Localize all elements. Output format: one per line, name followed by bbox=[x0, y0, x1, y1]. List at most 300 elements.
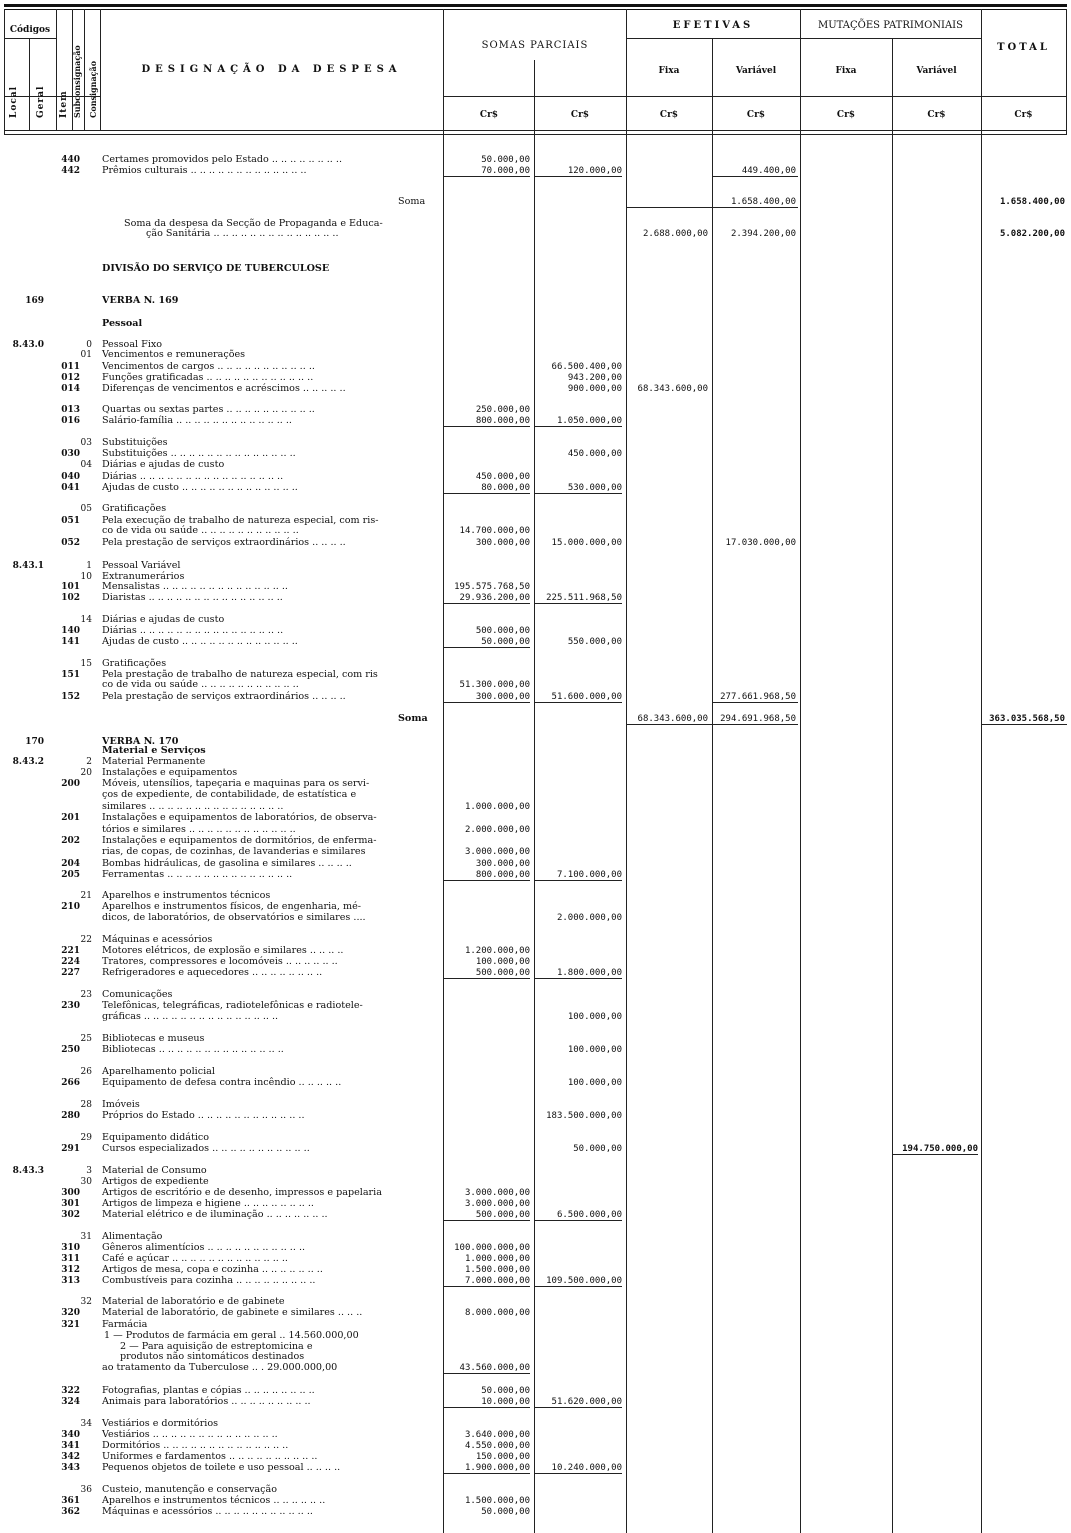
row-loc: 8.43.0 bbox=[12, 340, 44, 350]
row-desc: Fotografias, plantas e cópias .. .. .. .. .. .. .. .. bbox=[102, 1385, 315, 1396]
col-sep-mutacoes bbox=[800, 9, 801, 1533]
col-sep-mut-fixa bbox=[892, 38, 893, 1533]
row-desc: Máquinas e acessórios bbox=[102, 934, 213, 945]
row-desc: Refrigeradores e aquecedores .. .. .. .. .. .. .. .. bbox=[102, 967, 323, 978]
row-p1: 4.550.000,00 bbox=[464, 1441, 530, 1451]
row-code: 361 bbox=[61, 1496, 80, 1506]
row-sub: 05 bbox=[80, 504, 92, 514]
row-sub: 23 bbox=[80, 990, 92, 1000]
row-desc: Ferramentas .. .. .. .. .. .. .. .. .. .. .. .. .. .. bbox=[102, 869, 293, 880]
row-code: 322 bbox=[61, 1386, 80, 1396]
subhead-underline bbox=[444, 96, 1066, 97]
efetivas-header: EFETIVAS bbox=[672, 20, 754, 31]
subtotal-rule bbox=[534, 1473, 622, 1474]
row-desc: Certames promovidos pelo Estado .. .. .. .. .. .. .. .. bbox=[102, 154, 343, 165]
row-p1: 1.900.000,00 bbox=[464, 1463, 530, 1473]
subtotal-rule bbox=[444, 1220, 530, 1221]
row-desc: 2 — Para aquisição de estreptomicina e bbox=[120, 1341, 313, 1352]
subtotal-rule bbox=[444, 1286, 530, 1287]
row-desc: Artigos de mesa, copa e cozinha .. .. .. .. .. .. .. bbox=[102, 1264, 323, 1275]
row-desc: Café e açúcar .. .. .. .. .. .. .. .. .. .. .. .. .. bbox=[102, 1253, 288, 1264]
row-desc: Equipamento didático bbox=[102, 1132, 210, 1143]
row-desc: Artigos de escritório e de desenho, impressos e papelaria bbox=[102, 1187, 382, 1198]
row-p1: 3.000.000,00 bbox=[464, 1188, 530, 1198]
row-loc: 8.43.1 bbox=[12, 561, 44, 571]
row-sub: 04 bbox=[80, 460, 92, 470]
row-p2: 100.000,00 bbox=[567, 1012, 622, 1022]
row-sub: 22 bbox=[80, 935, 92, 945]
row-code: 204 bbox=[61, 859, 80, 869]
row-desc: VERBA N. 169 bbox=[102, 295, 179, 306]
row-ef: 68.343.600,00 bbox=[637, 384, 708, 394]
row-code: 151 bbox=[61, 670, 80, 680]
row-p2: 10.240.000,00 bbox=[551, 1463, 622, 1473]
row-desc: Motores elétricos, de explosão e similares .. .. .. .. bbox=[102, 945, 344, 956]
subtotal-rule bbox=[712, 702, 798, 703]
row-p1: 80.000,00 bbox=[481, 483, 530, 493]
row-p1: 100.000,00 bbox=[475, 957, 530, 967]
row-p2: 66.500.400,00 bbox=[551, 362, 622, 372]
row-sub: 21 bbox=[80, 891, 92, 901]
row-sub: 10 bbox=[80, 572, 92, 582]
col-sep-somas bbox=[534, 60, 535, 1533]
row-p1: 150.000,00 bbox=[475, 1452, 530, 1462]
row-p1: 43.560.000,00 bbox=[459, 1363, 530, 1373]
efetivas-fixa-header: Fixa bbox=[658, 66, 680, 76]
subtotal-rule bbox=[444, 647, 530, 648]
row-p1: 51.300.000,00 bbox=[459, 680, 530, 690]
row-code: 341 bbox=[61, 1441, 80, 1451]
row-desc: Vestiários .. .. .. .. .. .. .. .. .. .. .. .. .. .. bbox=[102, 1429, 278, 1440]
row-p2: 15.000.000,00 bbox=[551, 538, 622, 548]
row-desc: Mensalistas .. .. .. .. .. .. .. .. .. .. .. .. .. .. bbox=[102, 581, 288, 592]
row-p1: 500.000,00 bbox=[475, 1210, 530, 1220]
row-code: 102 bbox=[61, 593, 80, 603]
row-desc: Ajudas de custo .. .. .. .. .. .. .. .. .. .. .. .. .. bbox=[102, 636, 298, 647]
row-desc: Funções gratificadas .. .. .. .. .. .. .. .. .. .. .. .. bbox=[102, 372, 314, 383]
total-header: TOTAL bbox=[997, 42, 1050, 53]
subtotal-rule bbox=[534, 1220, 622, 1221]
row-code: 013 bbox=[61, 405, 80, 415]
row-p2: 100.000,00 bbox=[567, 1045, 622, 1055]
codigos-header: Códigos bbox=[9, 25, 51, 35]
row-desc: Soma bbox=[398, 196, 426, 207]
row-sub: 36 bbox=[80, 1485, 92, 1495]
subtotal-rule bbox=[444, 702, 530, 703]
row-desc: Uniformes e fardamentos .. .. .. .. .. .. .. .. .. .. bbox=[102, 1451, 318, 1462]
subtotal-rule bbox=[444, 880, 530, 881]
row-desc: tórios e similares .. .. .. .. .. .. .. .. .. .. .. .. bbox=[102, 824, 296, 835]
row-p2: 7.100.000,00 bbox=[556, 870, 622, 880]
row-p1: 500.000,00 bbox=[475, 626, 530, 636]
row-loc: 8.43.3 bbox=[12, 1166, 44, 1176]
row-p1: 100.000.000,00 bbox=[454, 1243, 530, 1253]
row-ev: 2.394.200,00 bbox=[730, 229, 796, 239]
row-p2: 50.000,00 bbox=[573, 1144, 622, 1154]
row-code: 200 bbox=[61, 779, 80, 789]
subtotal-rule bbox=[444, 978, 530, 979]
efetivas-variavel-header: Variável bbox=[735, 66, 777, 76]
row-code: 324 bbox=[61, 1397, 80, 1407]
row-code: 012 bbox=[61, 373, 80, 383]
geral-header: Geral bbox=[36, 85, 46, 118]
row-code: 321 bbox=[61, 1320, 80, 1330]
row-p1: 1.000.000,00 bbox=[464, 802, 530, 812]
row-ev: 294.691.968,50 bbox=[720, 714, 796, 724]
row-p2: 2.000.000,00 bbox=[556, 913, 622, 923]
row-desc: ao tratamento da Tuberculose .. . 29.000.000,00 bbox=[102, 1362, 338, 1373]
row-desc: Artigos de limpeza e higiene .. .. .. .. .. .. .. .. bbox=[102, 1198, 314, 1209]
mutacoes-variavel-header: Variável bbox=[916, 66, 957, 76]
row-desc: produtos não sintomáticos destinados bbox=[120, 1351, 305, 1362]
row-code: 362 bbox=[61, 1507, 80, 1517]
row-p1: 3.000.000,00 bbox=[464, 1199, 530, 1209]
row-p1: 195.575.768,50 bbox=[454, 582, 530, 592]
row-desc: Bombas hidráulicas, de gasolina e similares .. .. .. .. bbox=[102, 858, 352, 869]
row-sub: 34 bbox=[80, 1419, 92, 1429]
row-desc: Material de Consumo bbox=[102, 1165, 207, 1176]
subtotal-rule bbox=[444, 603, 530, 604]
row-desc: Vestiários e dormitórios bbox=[102, 1418, 219, 1429]
row-desc: Pequenos objetos de toilete e uso pessoal .. .. .. .. bbox=[102, 1462, 341, 1473]
row-desc: Pela prestação de serviços extraordinários .. .. .. .. bbox=[102, 537, 346, 548]
row-p2: 900.000,00 bbox=[567, 384, 622, 394]
row-desc: Extranumerários bbox=[102, 571, 185, 582]
row-tot: 5.082.200,00 bbox=[999, 229, 1065, 239]
row-code: 041 bbox=[61, 483, 80, 493]
row-p1: 500.000,00 bbox=[475, 968, 530, 978]
subtotal-rule bbox=[712, 724, 798, 725]
row-desc: Ajudas de custo .. .. .. .. .. .. .. .. .. .. .. .. .. bbox=[102, 482, 298, 493]
row-desc: Vencimentos e remunerações bbox=[102, 349, 246, 360]
row-ef: 68.343.600,00 bbox=[637, 714, 708, 724]
row-desc: dicos, de laboratórios, de observatórios e similares .... bbox=[102, 912, 366, 923]
group-underline bbox=[626, 38, 981, 39]
subtotal-rule bbox=[444, 1407, 530, 1408]
row-desc: Vencimentos de cargos .. .. .. .. .. .. .. .. .. .. .. bbox=[102, 361, 315, 372]
row-desc: Pela prestação de trabalho de natureza especial, com ris bbox=[102, 669, 378, 680]
row-code: 291 bbox=[61, 1144, 80, 1154]
row-p1: 300.000,00 bbox=[475, 692, 530, 702]
subtotal-rule bbox=[444, 493, 530, 494]
row-code: 280 bbox=[61, 1111, 80, 1121]
row-desc: Imóveis bbox=[102, 1099, 140, 1110]
row-p2: 183.500.000,00 bbox=[546, 1111, 622, 1121]
consignacao-header: Consignação bbox=[88, 60, 98, 118]
row-desc: 1 — Produtos de farmácia em geral .. 14.560.000,00 bbox=[104, 1330, 359, 1341]
row-desc: Alimentação bbox=[102, 1231, 163, 1242]
row-desc: Pessoal Variável bbox=[102, 560, 181, 571]
row-code: 152 bbox=[61, 692, 80, 702]
row-desc: VERBA N. 170 bbox=[102, 736, 179, 747]
col-sep-right bbox=[1066, 9, 1067, 134]
row-code: 040 bbox=[61, 472, 80, 482]
codigos-underline bbox=[4, 38, 56, 39]
row-sub: 26 bbox=[80, 1067, 92, 1077]
row-desc: Diárias .. .. .. .. .. .. .. .. .. .. .. .. .. .. .. .. bbox=[102, 625, 284, 636]
row-code: 340 bbox=[61, 1430, 80, 1440]
row-desc: Substituições .. .. .. .. .. .. .. .. .. .. .. .. .. .. bbox=[102, 448, 296, 459]
row-sub: 29 bbox=[80, 1133, 92, 1143]
row-p1: 800.000,00 bbox=[475, 870, 530, 880]
row-desc: Animais para laboratórios .. .. .. .. .. .. .. .. .. bbox=[102, 1396, 311, 1407]
row-code: 440 bbox=[61, 155, 80, 165]
row-desc: Equipamento de defesa contra incêndio .. .. .. .. .. bbox=[102, 1077, 342, 1088]
subtotal-rule bbox=[892, 1154, 978, 1155]
row-p1: 50.000,00 bbox=[481, 637, 530, 647]
col-sep-efet-fixa bbox=[712, 38, 713, 1533]
row-sub: 1 bbox=[86, 561, 92, 571]
row-desc: Soma bbox=[398, 713, 428, 724]
row-desc: Aparelhos e instrumentos físicos, de engenharia, mé- bbox=[102, 901, 362, 912]
row-p1: 1.500.000,00 bbox=[464, 1265, 530, 1275]
row-loc: 170 bbox=[25, 737, 44, 747]
row-code: 343 bbox=[61, 1463, 80, 1473]
subtotal-rule bbox=[534, 702, 622, 703]
row-p1: 3.640.000,00 bbox=[464, 1430, 530, 1440]
row-p1: 300.000,00 bbox=[475, 538, 530, 548]
row-desc: Dormitórios .. .. .. .. .. .. .. .. .. .. .. .. .. .. bbox=[102, 1440, 289, 1451]
row-p1: 300.000,00 bbox=[475, 859, 530, 869]
row-desc: co de vida ou saúde .. .. .. .. .. .. .. .. .. .. .. bbox=[102, 525, 299, 536]
row-code: 266 bbox=[61, 1078, 80, 1088]
row-sub: 30 bbox=[80, 1177, 92, 1187]
subtotal-rule bbox=[712, 176, 798, 177]
row-p1: 800.000,00 bbox=[475, 416, 530, 426]
row-code: 016 bbox=[61, 416, 80, 426]
row-desc: Próprios do Estado .. .. .. .. .. .. .. .. .. .. .. .. bbox=[102, 1110, 305, 1121]
row-desc: Móveis, utensílios, tapeçaria e maquinas para os servi- bbox=[102, 778, 370, 789]
row-desc: Pessoal bbox=[102, 318, 143, 329]
row-sub: 20 bbox=[80, 768, 92, 778]
row-sub: 2 bbox=[86, 757, 92, 767]
row-p1: 50.000,00 bbox=[481, 1507, 530, 1517]
row-p1: 50.000,00 bbox=[481, 155, 530, 165]
row-desc: similares .. .. .. .. .. .. .. .. .. .. .. .. .. .. .. bbox=[102, 801, 284, 812]
row-desc: Combustíveis para cozinha .. .. .. .. .. .. .. .. .. bbox=[102, 1275, 316, 1286]
somas-parciais-header: SOMAS PARCIAIS bbox=[481, 40, 589, 51]
row-p1: 70.000,00 bbox=[481, 166, 530, 176]
row-ev: 17.030.000,00 bbox=[725, 538, 796, 548]
currency-col-6: Cr$ bbox=[927, 110, 946, 120]
top-rule bbox=[4, 4, 1067, 7]
subtotal-rule bbox=[626, 724, 712, 725]
row-p2: 550.000,00 bbox=[567, 637, 622, 647]
row-desc: Diferenças de vencimentos e acréscimos .. .. .. .. .. bbox=[102, 383, 346, 394]
row-desc: Prêmios culturais .. .. .. .. .. .. .. .. .. .. .. .. .. bbox=[102, 165, 307, 176]
subconsignacao-header: Subconsignação bbox=[72, 45, 82, 118]
col-sep-geral bbox=[56, 9, 57, 130]
local-header: Local bbox=[9, 85, 19, 118]
row-desc: Material e Serviços bbox=[102, 745, 206, 756]
row-desc: Gratificações bbox=[102, 658, 167, 669]
row-sub: 15 bbox=[80, 659, 92, 669]
row-code: 030 bbox=[61, 449, 80, 459]
row-desc: Tratores, compressores e locomóveis .. .. .. .. .. .. bbox=[102, 956, 338, 967]
row-desc: rias, de copas, de cozinhas, de lavanderias e similares bbox=[102, 846, 366, 857]
row-p1: 250.000,00 bbox=[475, 405, 530, 415]
row-desc: Pela execução de trabalho de natureza especial, com ris- bbox=[102, 515, 379, 526]
row-desc: Gêneros alimentícios .. .. .. .. .. .. .. .. .. .. .. bbox=[102, 1242, 306, 1253]
row-code: 313 bbox=[61, 1276, 80, 1286]
row-code: 230 bbox=[61, 1001, 80, 1011]
row-sub: 0 bbox=[86, 340, 92, 350]
row-code: 250 bbox=[61, 1045, 80, 1055]
row-sub: 01 bbox=[80, 350, 92, 360]
row-p2: 530.000,00 bbox=[567, 483, 622, 493]
row-p2: 6.500.000,00 bbox=[556, 1210, 622, 1220]
row-desc: Comunicações bbox=[102, 989, 173, 1000]
row-desc: Soma da despesa da Secção de Propaganda e Educa- bbox=[124, 218, 383, 229]
row-p1: 1.000.000,00 bbox=[464, 1254, 530, 1264]
row-desc: Instalações e equipamentos bbox=[102, 767, 238, 778]
col-sep-left bbox=[4, 9, 5, 134]
row-code: 140 bbox=[61, 626, 80, 636]
row-desc: Quartas ou sextas partes .. .. .. .. .. .. .. .. .. .. bbox=[102, 404, 315, 415]
header-bottom-rule-2 bbox=[4, 134, 1067, 135]
row-code: 052 bbox=[61, 538, 80, 548]
row-p2: 109.500.000,00 bbox=[546, 1276, 622, 1286]
row-desc: Material elétrico e de iluminação .. .. .. .. .. .. .. bbox=[102, 1209, 328, 1220]
row-code: 101 bbox=[61, 582, 80, 592]
row-code: 014 bbox=[61, 384, 80, 394]
row-code: 221 bbox=[61, 946, 80, 956]
row-tot: 1.658.400,00 bbox=[999, 197, 1065, 207]
row-p2: 100.000,00 bbox=[567, 1078, 622, 1088]
row-p2: 943.200,00 bbox=[567, 373, 622, 383]
row-p1: 7.000.000,00 bbox=[464, 1276, 530, 1286]
col-sep-sub bbox=[84, 9, 85, 130]
row-desc: Diárias e ajudas de custo bbox=[102, 614, 225, 625]
row-p1: 450.000,00 bbox=[475, 472, 530, 482]
row-desc: Material de laboratório e de gabinete bbox=[102, 1296, 285, 1307]
row-mf: 194.750.000,00 bbox=[902, 1144, 978, 1154]
row-sub: 32 bbox=[80, 1297, 92, 1307]
subtotal-rule bbox=[444, 1373, 530, 1374]
row-sub: 14 bbox=[80, 615, 92, 625]
row-code: 310 bbox=[61, 1243, 80, 1253]
row-p2: 51.620.000,00 bbox=[551, 1397, 622, 1407]
row-p1: 29.936.200,00 bbox=[459, 593, 530, 603]
row-desc: DIVISÃO DO SERVIÇO DE TUBERCULOSE bbox=[102, 263, 330, 274]
row-desc: Instalações e equipamentos de dormitórios, de enferma- bbox=[102, 835, 377, 846]
subtotal-rule bbox=[534, 176, 622, 177]
row-desc: co de vida ou saúde .. .. .. .. .. .. .. .. .. .. .. bbox=[102, 679, 299, 690]
row-p1: 3.000.000,00 bbox=[464, 847, 530, 857]
row-desc: Artigos de expediente bbox=[102, 1176, 209, 1187]
row-desc: Bibliotecas e museus bbox=[102, 1033, 205, 1044]
row-ev: 277.661.968,50 bbox=[720, 692, 796, 702]
row-desc: Salário-família .. .. .. .. .. .. .. .. .. .. .. .. .. bbox=[102, 415, 292, 426]
row-p2: 1.800.000,00 bbox=[556, 968, 622, 978]
currency-col-5: Cr$ bbox=[836, 110, 856, 120]
row-loc: 8.43.2 bbox=[12, 757, 44, 767]
row-desc: Material Permanente bbox=[102, 756, 206, 767]
row-code: 141 bbox=[61, 637, 80, 647]
row-p1: 8.000.000,00 bbox=[464, 1308, 530, 1318]
row-desc: Farmácia bbox=[102, 1319, 148, 1330]
currency-col-7: Cr$ bbox=[1014, 110, 1033, 120]
row-desc: Gratificações bbox=[102, 503, 167, 514]
currency-col-1: Cr$ bbox=[479, 110, 499, 120]
row-sub: 31 bbox=[80, 1232, 92, 1242]
row-desc: Pessoal Fixo bbox=[102, 339, 163, 350]
subtotal-rule bbox=[981, 724, 1067, 725]
row-desc: ção Sanitária .. .. .. .. .. .. .. .. .. .. .. .. .. .. bbox=[146, 228, 339, 239]
row-code: 051 bbox=[61, 516, 80, 526]
row-loc: 169 bbox=[25, 296, 44, 306]
subtotal-rule bbox=[534, 978, 622, 979]
row-desc: Instalações e equipamentos de laboratórios, de observa- bbox=[102, 812, 377, 823]
row-desc: Aparelhos e instrumentos técnicos .. .. .. .. .. .. bbox=[102, 1495, 326, 1506]
currency-col-2: Cr$ bbox=[570, 110, 590, 120]
row-desc: Aparelhamento policial bbox=[102, 1066, 215, 1077]
row-desc: Diaristas .. .. .. .. .. .. .. .. .. .. .. .. .. .. .. bbox=[102, 592, 283, 603]
row-ef: 2.688.000,00 bbox=[642, 229, 708, 239]
subtotal-rule bbox=[626, 207, 712, 208]
row-sub: 25 bbox=[80, 1034, 92, 1044]
row-p2: 1.050.000,00 bbox=[556, 416, 622, 426]
item-header: Item bbox=[59, 90, 69, 118]
row-code: 301 bbox=[61, 1199, 80, 1209]
row-p1: 1.500.000,00 bbox=[464, 1496, 530, 1506]
row-code: 224 bbox=[61, 957, 80, 967]
mutacoes-fixa-header: Fixa bbox=[835, 66, 857, 76]
mutacoes-header: MUTAÇÕES PATRIMONIAIS bbox=[818, 20, 963, 31]
subtotal-rule bbox=[534, 603, 622, 604]
row-p1: 2.000.000,00 bbox=[464, 825, 530, 835]
row-code: 210 bbox=[61, 902, 80, 912]
row-desc: Telefônicas, telegráficas, radiotelefônicas e radiotele- bbox=[102, 1000, 363, 1011]
subtotal-rule bbox=[534, 1286, 622, 1287]
row-desc: Bibliotecas .. .. .. .. .. .. .. .. .. .. .. .. .. .. bbox=[102, 1044, 284, 1055]
row-desc: Aparelhos e instrumentos técnicos bbox=[102, 890, 271, 901]
row-desc: Diárias e ajudas de custo bbox=[102, 459, 225, 470]
row-desc: ços de expediente, de contabilidade, de estatística e bbox=[102, 789, 357, 800]
col-sep-local bbox=[29, 38, 30, 130]
subtotal-rule bbox=[534, 1407, 622, 1408]
row-p1: 50.000,00 bbox=[481, 1386, 530, 1396]
subtotal-rule bbox=[444, 1473, 530, 1474]
currency-col-3: Cr$ bbox=[659, 110, 679, 120]
row-code: 201 bbox=[61, 813, 80, 823]
row-desc: Material de laboratório, de gabinete e similares .. .. .. bbox=[102, 1307, 363, 1318]
row-code: 011 bbox=[61, 362, 80, 372]
row-p1: 10.000,00 bbox=[481, 1397, 530, 1407]
row-p1: 14.700.000,00 bbox=[459, 526, 530, 536]
col-sep-designacao bbox=[443, 9, 444, 1533]
row-tot: 363.035.568,50 bbox=[989, 714, 1065, 724]
row-sub: 3 bbox=[86, 1166, 92, 1176]
row-desc: Custeio, manutenção e conservação bbox=[102, 1484, 277, 1495]
row-code: 442 bbox=[61, 166, 80, 176]
row-code: 342 bbox=[61, 1452, 80, 1462]
row-desc: Cursos especializados .. .. .. .. .. .. .. .. .. .. .. bbox=[102, 1143, 310, 1154]
row-code: 227 bbox=[61, 968, 80, 978]
subtotal-rule bbox=[712, 207, 798, 208]
header-bottom-rule bbox=[4, 130, 1067, 131]
row-code: 320 bbox=[61, 1308, 80, 1318]
row-desc: gráficas .. .. .. .. .. .. .. .. .. .. .. .. .. .. .. bbox=[102, 1011, 279, 1022]
designacao-header: DESIGNAÇÃO DA DESPESA bbox=[141, 64, 402, 75]
subtotal-rule bbox=[534, 880, 622, 881]
row-desc: Substituições bbox=[102, 437, 168, 448]
subtotal-rule bbox=[444, 426, 530, 427]
row-p2: 51.600.000,00 bbox=[551, 692, 622, 702]
row-p2: 225.511.968,50 bbox=[546, 593, 622, 603]
top-rule-thin bbox=[4, 9, 1067, 10]
row-desc: Máquinas e acessórios .. .. .. .. .. .. .. .. .. .. .. bbox=[102, 1506, 313, 1517]
